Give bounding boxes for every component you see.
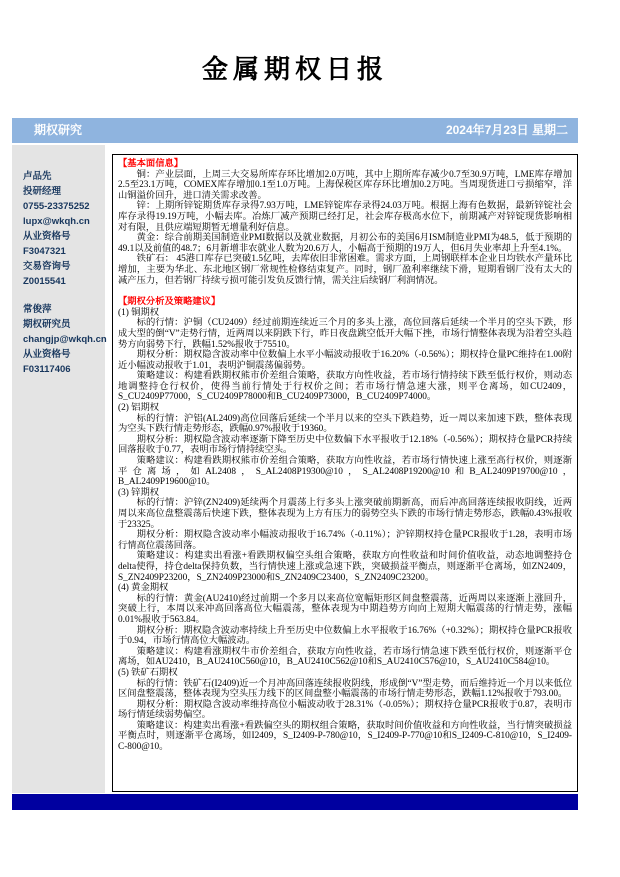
subsection-title-copper: (1) 铜期权 [118,307,160,318]
subsection-title-iron-ore: (5) 铁矿石期权 [118,667,178,678]
copper-analysis: 期权分析：期权隐含波动率中位数偏上水平小幅波动报收于16.20%（-0.56%）；期权持仓量PC维持在1.00附近小幅波动报收于1.01，表明沪铜震荡偏弱势。 [118,350,572,371]
gold-strategy: 策略建议：构建看涨期权牛市价差组合，获取方向性收益，若市场行情急速下跌至低行权价，则逐渐平仓离场，如AU2410，B_AU2410C560@10，B_AU2410C562@10和S_AU2410C576@10，S_AU2410C584@10。 [118,646,572,668]
analyst2-title: 期权研究员 [23,319,71,330]
report-body [112,154,578,792]
copper-strategy: 策略建议：构建看跌期权熊市价差组合策略，获取方向性收益，若市场行情持续下跌至低行权价，则动态地调整持仓行权价，使得当前行情处于行权价之间；若市场行情急速大涨，则平仓离场，如CU2409，S_CU2409P77000，S_CU2409P78000和B_CU2409P73000，B_CU2409P74000。 [118,371,572,403]
footer-bar [12,794,578,810]
fundamentals-copper: 铜：产业层面，上周三大交易所库存环比增加2.0万吨，其中上期所库存减少0.7至30.9万吨，LME库存增加2.5至23.1万吨，COMEX库存增加0.1至1.0万吨。上海保税区库存环比增加0.2万吨。当周现货进口亏损缩窄，洋山铜溢价回升，进口清关需求改善。 [118,169,572,201]
qualification2-label: 从业资格号 [23,349,71,360]
header-bar [12,118,578,143]
header-department: 期权研究 [34,123,83,137]
analyst-email: lupx@wkqh.cn [23,216,90,227]
advisory-number: Z0015541 [23,276,66,287]
gold-underlying: 标的行情：黄金(AU2410)经过前期一个多月以来高位宽幅矩形区间盘整震荡，近两周以来逐渐上涨回升，突破上行，本周以来冲高回落高位大幅震荡，整体表现为中期趋势方向向上短期大幅震荡的行情走势，涨幅0.01%报收于563.84。 [118,593,572,625]
fundamentals-gold: 黄金：综合前期美国制造业PMI数据以及就业数据，月初公布的美国6月ISM制造业PMI为48.5，低于预期的49.1以及前值的48.7；6月新增非农就业人数为20.6万人，小幅高于预期的19万人，但6月失业率却上升至4.1%。 [118,233,572,254]
iron-ore-underlying: 标的行情：铁矿石(I2409)近一个月冲高回落连续报收阴线，形成倒“V”型走势，而后维持近一个月以来低位区间盘整震荡，整体表现为空头压力线下的区间盘整小幅震荡的市场行情走势形态，跌幅1.12%报收于793.00。 [118,678,572,700]
subsection-title-gold: (4) 黄金期权 [118,583,169,594]
analyst-title: 投研经理 [23,186,62,197]
fundamentals-zinc: 锌：上期所锌锭期货库存录得7.93万吨，LME锌锭库存录得24.03万吨。根据上海有色数据，最新锌锭社会库存录得19.19万吨，小幅去库。冶炼厂减产预期已经打足，社会库存极高水位下，前期减产对锌锭现货影响相对有限，且供应端短期暂无增量利好信息。 [118,201,572,233]
qualification-label: 从业资格号 [23,231,71,242]
advisory-label: 交易咨询号 [23,261,71,272]
qualification2-number: F03117406 [23,364,71,375]
analyst2-email: changjp@wkqh.cn [23,334,107,345]
page-title: 金属期权日报 [201,55,388,85]
zinc-underlying: 标的行情：沪锌(ZN2409)延续两个月震荡上行多头上涨突破前期新高，而后冲高回落连续报收阴线，近两周以来高位盘整震荡后快速下跌，整体表现为上方有压力的弱势空头下跌的市场行情走势形态，跌幅0.43%报收于23325。 [118,498,572,530]
qualification-number: F3047321 [23,246,66,257]
zinc-analysis: 期权分析：期权隐含波动率小幅波动报收于16.74%（-0.11%）；沪锌期权持仓量PCR报收于1.28，表明市场行情高位震荡回落。 [118,530,572,551]
analyst-sidebar [12,145,105,793]
copper-underlying: 标的行情：沪铜（CU2409）经过前期连续近三个月的多头上涨，高位回落后延续一个半月的空头下跌，形成大型的倒“V”走势行情，近两周以来阴跌下行，昨日夜盘跳空低开大幅下挫，市场行情整体表现为沿着空头趋势方向弱势下行，跌幅1.52%报收于75510。 [118,318,572,350]
iron-ore-strategy: 策略建议：构建卖出看涨+看跌偏空头的期权组合策略，获取时间价值收益和方向性收益，当行情突破损益平衡点时，则逐渐平仓离场，如I2409，S_I2409-P-780@10，S_I2409-P-770@10和S_I2409-C-810@10，S_I2409-C-800@10。 [118,720,572,753]
subsection-title-aluminum: (2) 铝期权 [118,403,160,414]
fundamentals-iron-ore: 铁矿石： 45港口库存已突破1.5亿吨，去库依旧非常困难。需求方面，上周钢联样本企业日均铁水产量环比增加，主要为华北、东北地区钢厂常规性检修结束复产。同时，钢厂盈利率继续下滑，短期看钢厂没有太大的减产压力，但若钢厂持续亏损可能引发负反馈行情，需关注后续钢厂利润情况。 [118,254,572,286]
aluminum-underlying: 标的行情：沪铝(AL2409)高位回落后延续一个半月以来的空头下跌趋势，近一周以来加速下跌，整体表现为空头下跌行情走势形态，跌幅0.97%报收于19360。 [118,413,572,435]
zinc-strategy: 策略建议：构建卖出看涨+看跌期权偏空头组合策略，获取方向性收益和时间价值收益，动态地调整持仓delta使得，持仓delta保持负数，当行情快速上涨或急速下跌，突破损益平衡点，则逐渐平仓离场，如ZN2409，S_ZN2409P23200，S_ZN2409P23000和S_ZN2409C23400，S_ZN2409C23200。 [118,551,572,583]
subsection-title-zinc: (3) 锌期权 [118,487,160,498]
section-heading-fundamentals: 【基本面信息】 [118,159,184,169]
iron-ore-analysis: 期权分析：期权隐含波动率维持高位小幅波动收于28.31%（-0.05%）；期权持仓量PCR报收于0.87，表明市场行情延续弱势偏空。 [118,699,572,721]
analyst2-name: 常俊萍 [23,304,52,315]
analyst-name: 卢品先 [23,171,52,182]
section-heading-options: 【期权分析及策略建议】 [118,297,221,308]
gold-analysis: 期权分析：期权隐含波动率持续上升至历史中位数偏上水平报收于16.76%（+0.32%）；期权持仓量PCR报收于0.94，市场行情高位大幅波动。 [118,625,572,647]
header-date: 2024年7月23日 星期二 [445,123,568,137]
aluminum-analysis: 期权分析：期权隐含波动率逐渐下降至历史中位数偏下水平报收于12.18%（-0.56%）；期权持仓量PCR持续回落报收于0.77，表明市场行情持续空头。 [118,434,572,456]
sidebar-spacer [23,289,101,302]
aluminum-strategy: 策略建议：构建看跌期权熊市价差组合策略，获取方向性收益，若市场行情快速上涨至高行权价，则逐渐平仓离场，如AL2408，S_AL2408P19300@10，S_AL2408P19200@10和B_AL2409P19700@10，B_AL2409P19600@10。 [118,456,572,488]
analyst-phone: 0755-23375252 [23,201,90,212]
